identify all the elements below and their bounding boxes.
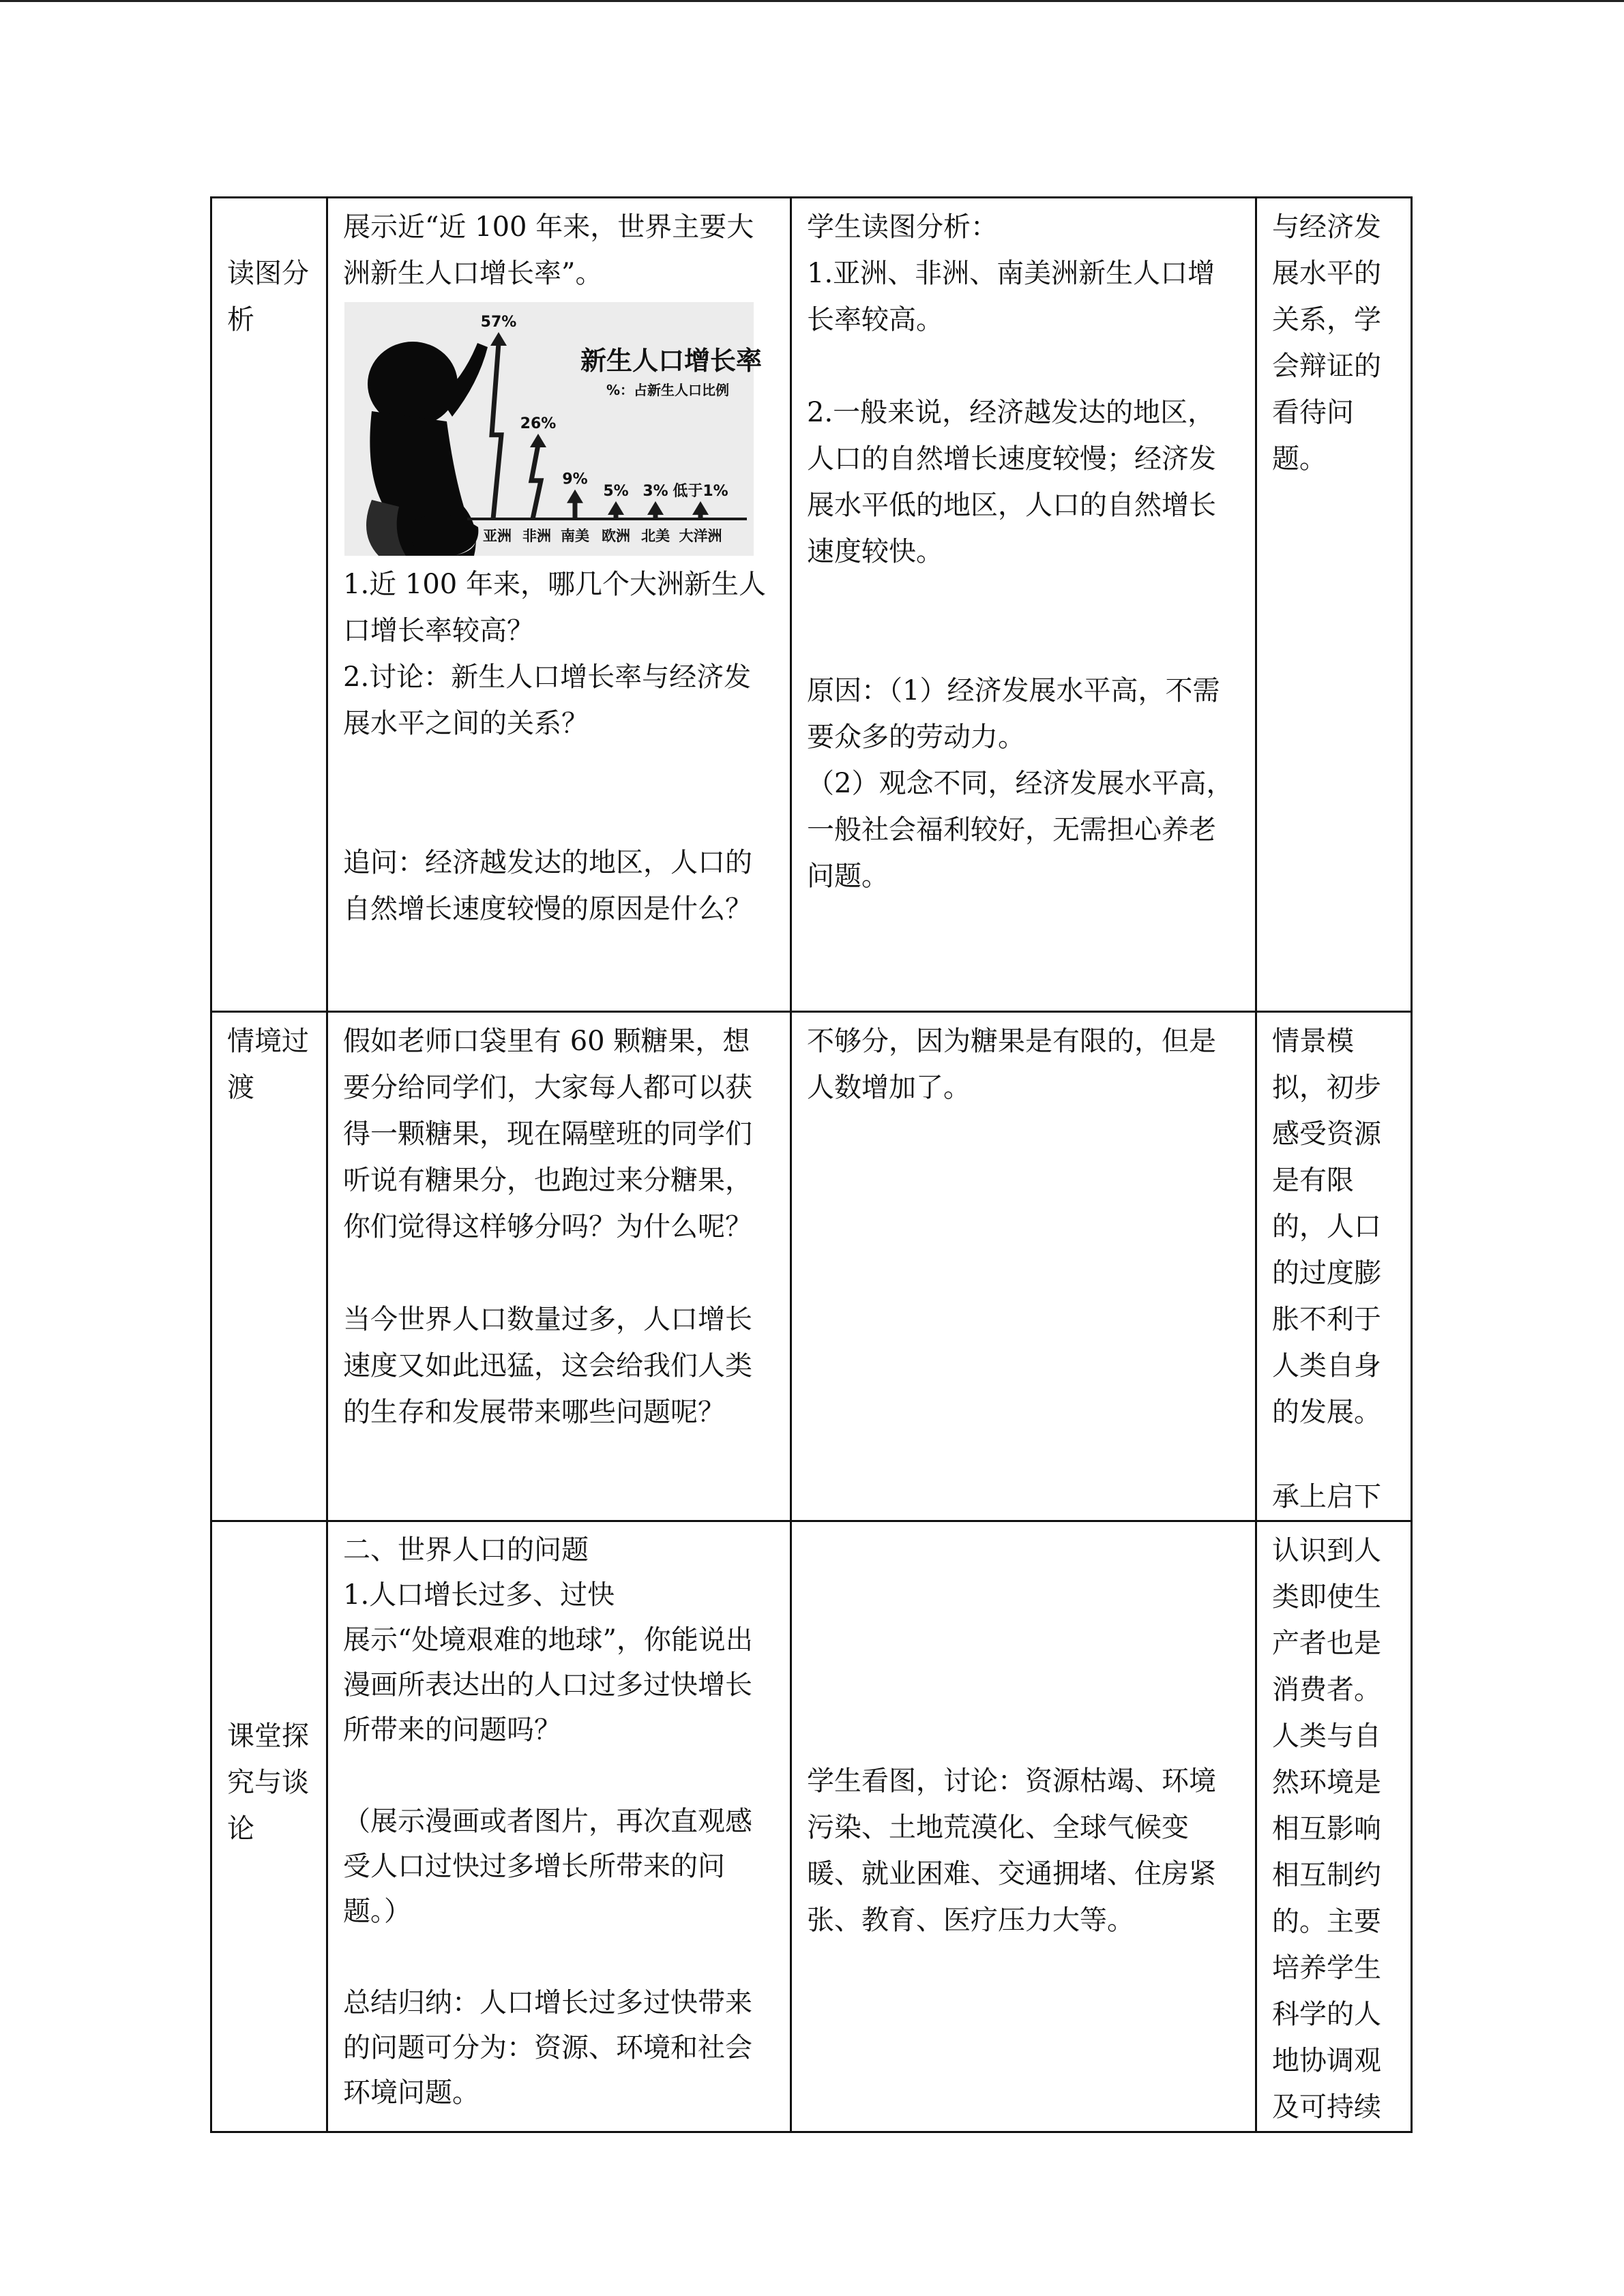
arrow-head-南美 [567, 490, 583, 503]
student-reason-1: 原因：（1）经济发展水平高，不需要众多的劳动力。 [807, 675, 1220, 753]
category-label: 南美 [561, 528, 589, 544]
student-answer-1: 1.亚洲、非洲、南美洲新生人口增长率较高。 [807, 258, 1215, 336]
blank-gap [343, 1934, 775, 1980]
lesson-plan-table [210, 196, 1413, 2133]
arrow-head-大洋洲 [692, 501, 709, 515]
stage-label: 课堂探究与谈论 [227, 1720, 309, 1845]
teacher-summary: 总结归纳：人口增长过多过快带来的问题可分为：资源、环境和社会环境问题。 [343, 1987, 752, 2108]
chart-canvas [344, 302, 754, 556]
category-label: 大洋洲 [679, 528, 722, 544]
student-answer: 不够分，因为糖果是有限的，但是人数增加了。 [807, 1026, 1216, 1103]
chart-title: 新生人口增长率 [580, 346, 763, 376]
blank-gap [807, 343, 1240, 389]
design-intent-cell [1256, 1521, 1412, 2132]
teacher-intro: 展示近“近 100 年来，世界主要大洲新生人口增长率”。 [343, 211, 754, 289]
growth-rate-chart [344, 302, 763, 556]
student-answer-2: 2.一般来说，经济越发达的地区，人口的自然增长速度较慢；经济发展水平低的地区，人口的自然增长速度较快。 [807, 397, 1216, 567]
category-label: 北美 [641, 528, 670, 544]
student-heading: 学生读图分析： [807, 211, 998, 243]
teacher-question-2: 2.讨论：新生人口增长率与经济发展水平之间的关系？ [343, 661, 752, 739]
teacher-prompt: 展示“处境艰难的地球”，你能说出漫画所表达出的人口过多过快增长所带来的问题吗？ [343, 1624, 753, 1746]
student-activity-cell [791, 1012, 1256, 1521]
teacher-activity-cell [327, 198, 791, 1012]
table-row [211, 198, 1412, 1012]
chart-subtitle: %：占新生人口比例 [606, 382, 730, 398]
value-label: 57% [480, 314, 517, 331]
category-label: 亚洲 [483, 528, 512, 544]
student-discussion: 学生看图，讨论：资源枯竭、环境污染、土地荒漠化、全球气候变暖、就业困难、交通拥堵、住房紧张、教育、医疗压力大等。 [807, 1765, 1216, 1936]
arrow-head-非洲 [530, 434, 546, 447]
design-intent: 与经济发展水平的关系，学会辩证的看待问题。 [1272, 211, 1381, 475]
stage-label: 情境过渡 [227, 1026, 309, 1103]
table-row [211, 1012, 1412, 1521]
teacher-followup: 追问：经济越发达的地区，人口的自然增长速度较慢的原因是什么？ [343, 847, 752, 925]
stage-cell [211, 1521, 327, 2132]
arrow-bar-亚洲 [492, 343, 501, 519]
baby-silhouette [366, 342, 488, 556]
value-label: 26% [520, 415, 557, 433]
blank-gap [1272, 1435, 1396, 1474]
blank-gap [343, 1753, 775, 1799]
value-label: 低于1% [673, 483, 728, 500]
stage-label: 读图分析 [227, 258, 309, 336]
stage-cell [211, 198, 327, 1012]
teacher-question-1: 1.近 100 年来，哪几个大洲新生人口增长率较高？ [343, 569, 766, 646]
section-heading: 二、世界人口的问题 [343, 1534, 589, 1566]
design-intent: 认识到人类即使生产者也是消费者。人类与自然环境是相互影响相互制约的。主要培养学生科学的人地协调观及可持续 [1272, 1535, 1381, 2123]
arrow-head-北美 [647, 501, 664, 515]
teacher-scenario: 假如老师口袋里有 60 颗糖果，想要分给同学们，大家每人都可以获得一颗糖果，现在隔壁班的同学们听说有糖果分，也跑过来分糖果，你们觉得这样够分吗？为什么呢？ [343, 1026, 752, 1242]
teacher-transition: 当今世界人口数量过多，人口增长速度又如此迅猛，这会给我们人类的生存和发展带来哪些问题呢？ [343, 1304, 752, 1428]
design-intent: 情景模拟，初步感受资源是有限的，人口的过度膨胀不利于人类自身的发展。 [1272, 1026, 1381, 1428]
arrow-bar-非洲 [531, 445, 541, 519]
blank-gap [343, 747, 775, 839]
teacher-activity-cell [327, 1521, 791, 2132]
category-label: 非洲 [522, 528, 551, 544]
design-intent-cell [1256, 198, 1412, 1012]
value-label: 5% [603, 483, 629, 500]
student-activity-cell [791, 198, 1256, 1012]
table-row [211, 1521, 1412, 2132]
value-label: 9% [562, 471, 588, 488]
student-activity-cell [791, 1521, 1256, 2132]
stage-cell [211, 1012, 327, 1521]
design-intent-cell [1256, 1012, 1412, 1521]
value-label: 3% [643, 483, 668, 500]
page-top-border [0, 0, 1624, 2]
blank-gap [807, 575, 1240, 668]
arrow-head-亚洲 [490, 332, 507, 346]
subsection-heading: 1.人口增长过多、过快 [343, 1579, 615, 1611]
student-reason-2: （2）观念不同，经济发展水平高，一般社会福利较好，无需担心养老问题。 [807, 768, 1234, 892]
category-label: 欧洲 [602, 528, 630, 544]
teacher-note: （展示漫画或者图片，再次直观感受人口过快过多增长所带来的问题。） [343, 1806, 752, 1927]
arrow-head-欧洲 [608, 501, 624, 515]
blank-gap [343, 1250, 775, 1296]
teacher-activity-cell [327, 1012, 791, 1521]
design-intent-2: 承上启下 [1272, 1481, 1381, 1512]
